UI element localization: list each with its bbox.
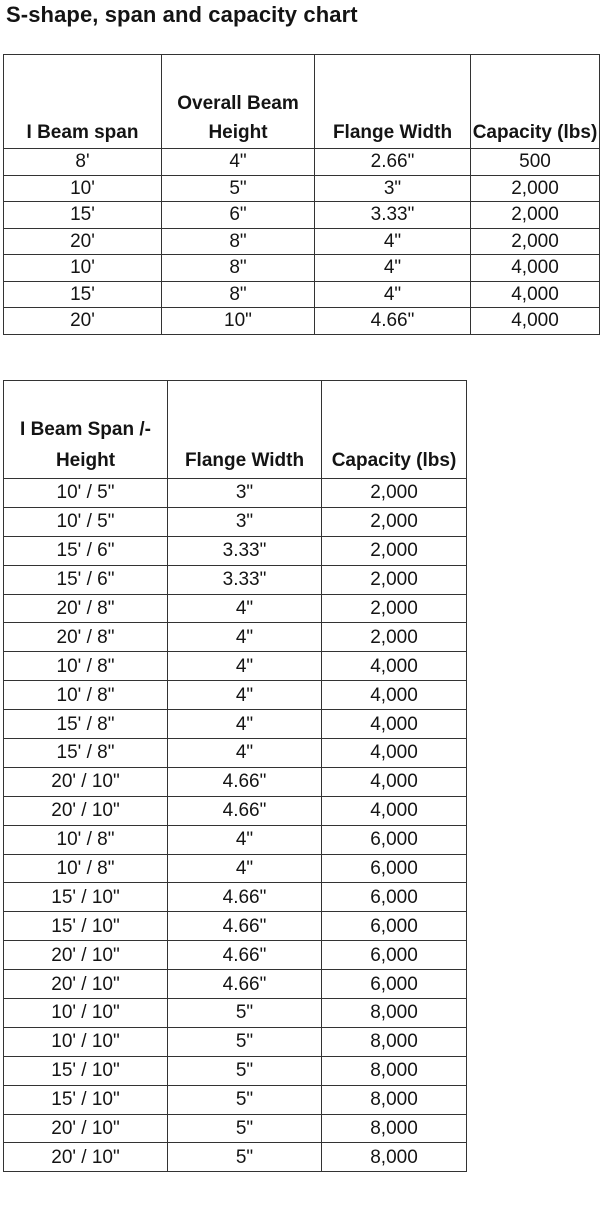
cell-flange-width: 4.66" xyxy=(315,308,471,335)
cell-span-height: 10' / 8" xyxy=(4,652,168,681)
cell-flange-width: 5" xyxy=(168,1114,322,1143)
cell-flange-width: 4.66" xyxy=(168,767,322,796)
cell-capacity: 8,000 xyxy=(322,1143,467,1172)
cell-span-height: 20' / 10" xyxy=(4,767,168,796)
cell-span-height: 15' / 6" xyxy=(4,565,168,594)
cell-span-height: 20' / 10" xyxy=(4,1143,168,1172)
cell-flange-width: 4" xyxy=(315,255,471,282)
cell-i-beam-span: 15' xyxy=(4,202,162,229)
cell-flange-width: 3" xyxy=(315,175,471,202)
cell-beam-height: 8" xyxy=(162,281,315,308)
cell-span-height: 15' / 10" xyxy=(4,912,168,941)
cell-capacity: 6,000 xyxy=(322,970,467,999)
cell-beam-height: 6" xyxy=(162,202,315,229)
cell-i-beam-span: 15' xyxy=(4,281,162,308)
cell-span-height: 15' / 10" xyxy=(4,1056,168,1085)
cell-capacity: 500 xyxy=(471,149,600,176)
cell-span-height: 15' / 10" xyxy=(4,1085,168,1114)
cell-capacity: 8,000 xyxy=(322,1027,467,1056)
table-row xyxy=(4,970,467,999)
cell-span-height: 20' / 10" xyxy=(4,941,168,970)
table-row xyxy=(4,594,467,623)
cell-flange-width: 5" xyxy=(168,1056,322,1085)
cell-flange-width: 3" xyxy=(168,507,322,536)
cell-beam-height: 10" xyxy=(162,308,315,335)
cell-span-height: 15' / 8" xyxy=(4,739,168,768)
cell-span-height: 10' / 5" xyxy=(4,507,168,536)
table-body xyxy=(4,149,600,335)
cell-capacity: 8,000 xyxy=(322,1056,467,1085)
cell-flange-width: 4" xyxy=(168,825,322,854)
table-row xyxy=(4,1027,467,1056)
cell-i-beam-span: 10' xyxy=(4,255,162,282)
cell-flange-width: 5" xyxy=(168,1085,322,1114)
cell-i-beam-span: 20' xyxy=(4,228,162,255)
cell-capacity: 4,000 xyxy=(471,281,600,308)
cell-flange-width: 2.66" xyxy=(315,149,471,176)
cell-capacity: 2,000 xyxy=(322,565,467,594)
cell-flange-width: 4" xyxy=(168,710,322,739)
cell-beam-height: 8" xyxy=(162,255,315,282)
header-overall-beam-height: Overall Beam Height xyxy=(162,55,315,149)
cell-capacity: 6,000 xyxy=(322,883,467,912)
cell-capacity: 6,000 xyxy=(322,825,467,854)
table-row xyxy=(4,796,467,825)
cell-flange-width: 4" xyxy=(315,228,471,255)
table-row xyxy=(4,739,467,768)
table-row xyxy=(4,1114,467,1143)
header-flange-width: Flange Width xyxy=(168,381,322,479)
table-row xyxy=(4,536,467,565)
cell-capacity: 2,000 xyxy=(471,228,600,255)
cell-span-height: 20' / 8" xyxy=(4,594,168,623)
table-row xyxy=(4,308,600,335)
cell-capacity: 4,000 xyxy=(322,710,467,739)
table-row xyxy=(4,941,467,970)
cell-flange-width: 3.33" xyxy=(168,565,322,594)
cell-flange-width: 4" xyxy=(168,652,322,681)
cell-flange-width: 4.66" xyxy=(168,883,322,912)
cell-span-height: 10' / 10" xyxy=(4,1027,168,1056)
cell-capacity: 2,000 xyxy=(322,479,467,508)
cell-flange-width: 3" xyxy=(168,479,322,508)
table-row xyxy=(4,1085,467,1114)
cell-capacity: 4,000 xyxy=(322,681,467,710)
cell-flange-width: 4.66" xyxy=(168,970,322,999)
table-row xyxy=(4,1056,467,1085)
cell-beam-height: 5" xyxy=(162,175,315,202)
cell-capacity: 4,000 xyxy=(322,767,467,796)
cell-flange-width: 5" xyxy=(168,1143,322,1172)
table-header-row xyxy=(4,381,467,479)
table-row xyxy=(4,479,467,508)
cell-capacity: 8,000 xyxy=(322,999,467,1028)
cell-span-height: 20' / 10" xyxy=(4,970,168,999)
table-row xyxy=(4,999,467,1028)
cell-capacity: 2,000 xyxy=(322,623,467,652)
cell-span-height: 20' / 10" xyxy=(4,1114,168,1143)
cell-capacity: 4,000 xyxy=(471,255,600,282)
cell-capacity: 2,000 xyxy=(471,175,600,202)
cell-span-height: 10' / 5" xyxy=(4,479,168,508)
cell-flange-width: 4" xyxy=(168,623,322,652)
table-row xyxy=(4,281,600,308)
cell-flange-width: 5" xyxy=(168,1027,322,1056)
table-row xyxy=(4,175,600,202)
table-row xyxy=(4,623,467,652)
header-i-beam-span-height: I Beam Span /-Height xyxy=(4,381,168,479)
cell-flange-width: 4" xyxy=(168,739,322,768)
cell-flange-width: 4" xyxy=(168,854,322,883)
cell-capacity: 2,000 xyxy=(322,507,467,536)
table-row xyxy=(4,710,467,739)
cell-capacity: 4,000 xyxy=(322,739,467,768)
cell-flange-width: 4" xyxy=(315,281,471,308)
cell-flange-width: 3.33" xyxy=(315,202,471,229)
table-row xyxy=(4,202,600,229)
cell-capacity: 6,000 xyxy=(322,854,467,883)
cell-flange-width: 4.66" xyxy=(168,912,322,941)
span-height-capacity-table xyxy=(3,380,467,1172)
cell-flange-width: 4.66" xyxy=(168,941,322,970)
cell-span-height: 20' / 10" xyxy=(4,796,168,825)
cell-capacity: 4,000 xyxy=(322,652,467,681)
cell-capacity: 2,000 xyxy=(322,536,467,565)
table-row xyxy=(4,854,467,883)
cell-span-height: 15' / 10" xyxy=(4,883,168,912)
cell-capacity: 4,000 xyxy=(322,796,467,825)
table-body xyxy=(4,479,467,1172)
header-capacity: Capacity (lbs) xyxy=(471,55,600,149)
cell-capacity: 8,000 xyxy=(322,1085,467,1114)
cell-flange-width: 3.33" xyxy=(168,536,322,565)
table-row xyxy=(4,883,467,912)
table-row xyxy=(4,255,600,282)
table-row xyxy=(4,767,467,796)
page-title: S-shape, span and capacity chart xyxy=(6,2,358,27)
cell-flange-width: 5" xyxy=(168,999,322,1028)
cell-capacity: 8,000 xyxy=(322,1114,467,1143)
cell-span-height: 10' / 8" xyxy=(4,854,168,883)
cell-flange-width: 4.66" xyxy=(168,796,322,825)
span-capacity-table xyxy=(3,54,600,335)
cell-capacity: 6,000 xyxy=(322,941,467,970)
header-i-beam-span: I Beam span xyxy=(4,55,162,149)
cell-i-beam-span: 20' xyxy=(4,308,162,335)
table-header-row xyxy=(4,55,600,149)
cell-flange-width: 4" xyxy=(168,681,322,710)
cell-capacity: 2,000 xyxy=(471,202,600,229)
table-row xyxy=(4,565,467,594)
table-row xyxy=(4,1143,467,1172)
cell-flange-width: 4" xyxy=(168,594,322,623)
table-row xyxy=(4,681,467,710)
table-row xyxy=(4,228,600,255)
cell-span-height: 20' / 8" xyxy=(4,623,168,652)
cell-capacity: 6,000 xyxy=(322,912,467,941)
header-capacity: Capacity (lbs) xyxy=(322,381,467,479)
table-row xyxy=(4,825,467,854)
cell-i-beam-span: 10' xyxy=(4,175,162,202)
cell-span-height: 15' / 6" xyxy=(4,536,168,565)
cell-beam-height: 4" xyxy=(162,149,315,176)
cell-span-height: 10' / 8" xyxy=(4,681,168,710)
table-row xyxy=(4,652,467,681)
cell-span-height: 10' / 10" xyxy=(4,999,168,1028)
table-row xyxy=(4,507,467,536)
cell-capacity: 2,000 xyxy=(322,594,467,623)
cell-span-height: 10' / 8" xyxy=(4,825,168,854)
table-row xyxy=(4,149,600,176)
cell-capacity: 4,000 xyxy=(471,308,600,335)
table-row xyxy=(4,912,467,941)
cell-beam-height: 8" xyxy=(162,228,315,255)
cell-i-beam-span: 8' xyxy=(4,149,162,176)
cell-span-height: 15' / 8" xyxy=(4,710,168,739)
header-flange-width: Flange Width xyxy=(315,55,471,149)
